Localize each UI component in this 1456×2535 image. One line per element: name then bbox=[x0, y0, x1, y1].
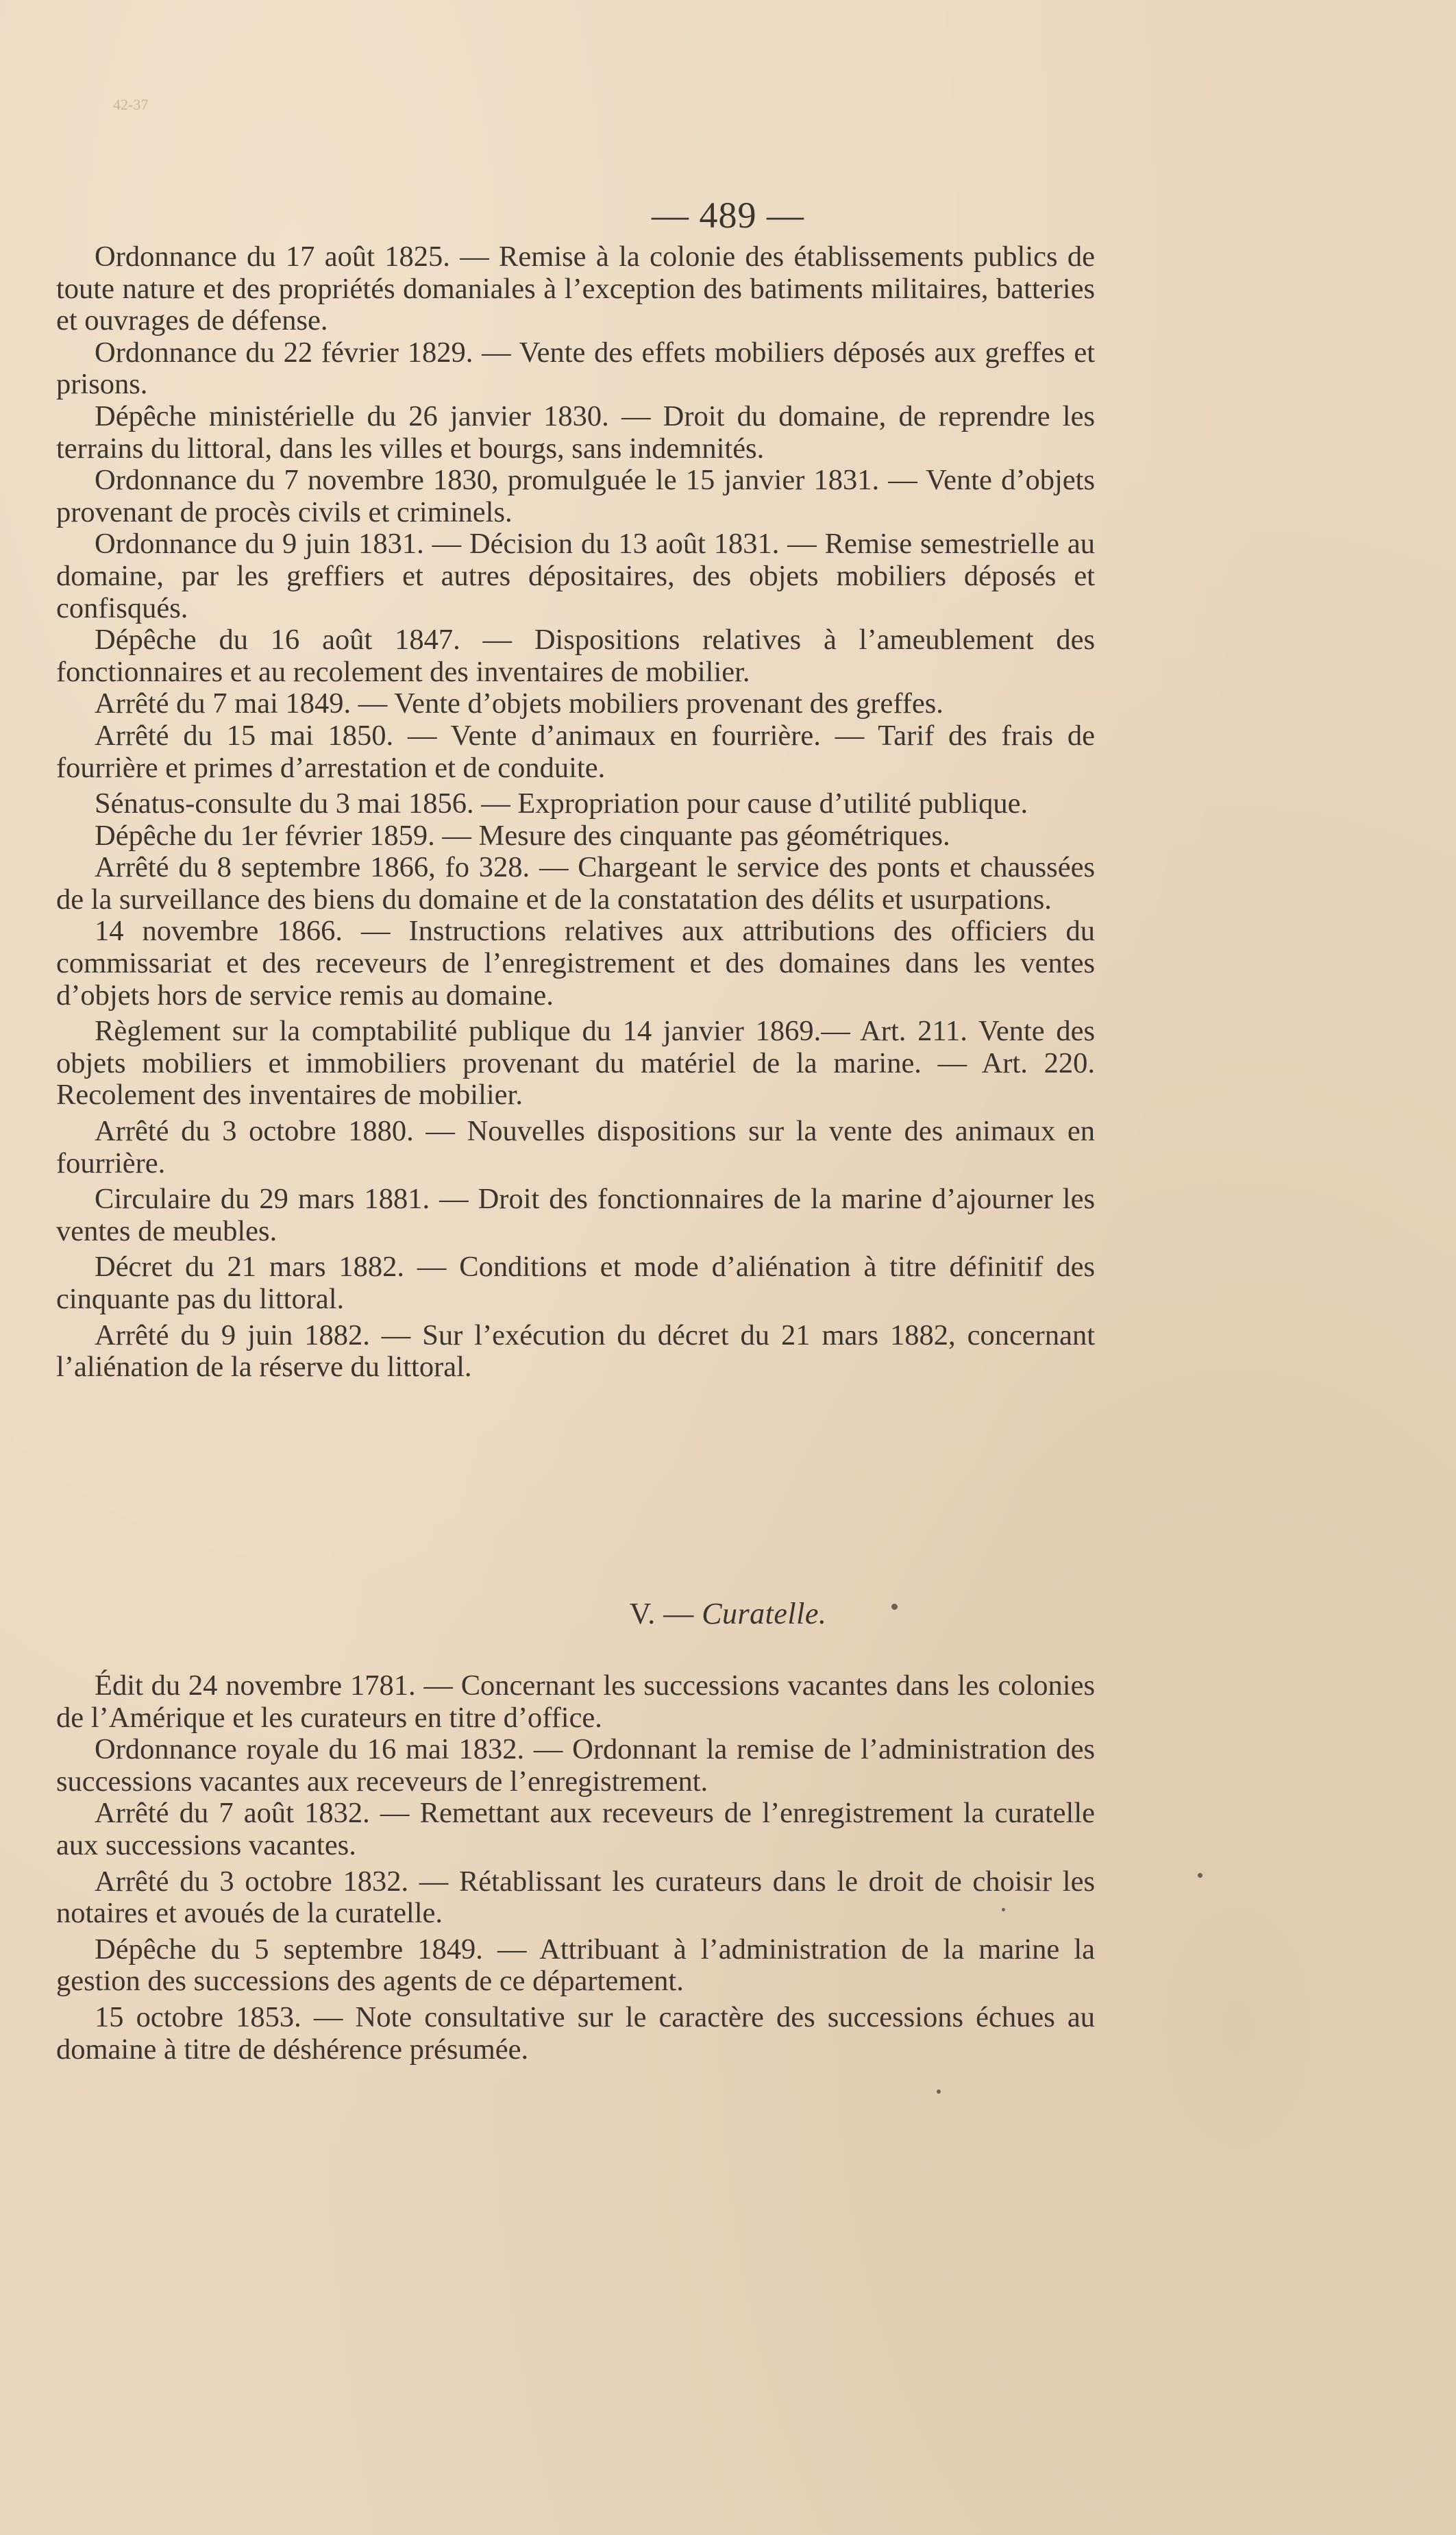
paragraph: Ordonnance royale du 16 mai 1832. — Ordonnant la remise de l’administration des successions vacantes aux receveurs de l’enregistrement. bbox=[56, 1733, 1095, 1798]
corner-mark: 42-37 bbox=[113, 96, 149, 113]
paragraph: Arrêté du 9 juin 1882. — Sur l’exécution du décret du 21 mars 1882, concernant l’aliénation de la réserve du littoral. bbox=[56, 1319, 1095, 1384]
paragraph: Ordonnance du 9 juin 1831. — Décision du 13 août 1831. — Remise semestrielle au domaine, par les greffiers et autres dépositaires, des objets mobiliers déposés et confisqués. bbox=[56, 528, 1095, 624]
paper-speck bbox=[1198, 1873, 1202, 1878]
paragraph: Règlement sur la comptabilité publique du 14 janvier 1869.— Art. 211. Vente des objets mobiliers et immobiliers provenant du matériel de la marine. — Art. 220. Recolement des inventaires de mobilier. bbox=[56, 1015, 1095, 1112]
section-number: V. — bbox=[629, 1597, 694, 1630]
paragraph: Dépêche du 1er février 1859. — Mesure des cinquante pas géométriques. bbox=[95, 819, 950, 852]
paragraph: 15 octobre 1853. — Note consultative sur le caractère des successions échues au domaine à titre de déshérence présumée. bbox=[56, 2000, 1095, 2066]
paragraph: 14 novembre 1866. — Instructions relatives aux attributions des officiers du commissariat et des receveurs de l’enregistrement et des domaines dans les ventes d’objets hors de service remis au domaine. bbox=[56, 915, 1095, 1012]
paragraph: Arrêté du 3 octobre 1832. — Rétablissant les curateurs dans le droit de choisir les notaires et avoués de la curatelle. bbox=[56, 1865, 1095, 1930]
paragraph: Ordonnance du 17 août 1825. — Remise à la colonie des établissements publics de toute nature et des propriétés domaniales à l’exception des batiments militaires, batteries et ouvrages de défense. bbox=[56, 241, 1095, 337]
paragraph: Dépêche du 16 août 1847. — Dispositions relatives à l’ameublement des fonctionnaires et au recolement des inventaires de mobilier. bbox=[56, 624, 1095, 688]
paper-speck bbox=[891, 1604, 898, 1610]
decree-list-domain bbox=[56, 241, 1095, 1384]
section-title: Curatelle. bbox=[702, 1597, 827, 1630]
paragraph: Arrêté du 8 septembre 1866, fo 328. — Chargeant le service des ponts et chaussées de la surveillance des biens du domaine et de la constatation des délits et usurpations. bbox=[56, 851, 1095, 916]
paragraph: Arrêté du 3 octobre 1880. — Nouvelles dispositions sur la vente des animaux en fourrière. bbox=[56, 1115, 1095, 1179]
paragraph: Ordonnance du 7 novembre 1830, promulguée le 15 janvier 1831. — Vente d’objets provenant de procès civils et criminels. bbox=[56, 464, 1095, 528]
paper-speck bbox=[937, 2090, 941, 2094]
page-number: — 489 — bbox=[652, 195, 804, 236]
paragraph: Sénatus-consulte du 3 mai 1856. — Expropriation pour cause d’utilité publique. bbox=[95, 787, 1028, 820]
decree-list-curatelle bbox=[56, 1670, 1095, 2066]
paragraph: Dépêche du 5 septembre 1849. — Attribuant à l’administration de la marine la gestion des successions des agents de ce département. bbox=[56, 1933, 1095, 1998]
paragraph: Décret du 21 mars 1882. — Conditions et mode d’aliénation à titre définitif des cinquante pas du littoral. bbox=[56, 1251, 1095, 1315]
paragraph: Ordonnance du 22 février 1829. — Vente des effets mobiliers déposés aux greffes et prisons. bbox=[56, 336, 1095, 401]
paragraph: Arrêté du 15 mai 1850. — Vente d’animaux en fourrière. — Tarif des frais de fourrière et primes d’arrestation et de conduite. bbox=[56, 719, 1095, 784]
paragraph: Édit du 24 novembre 1781. — Concernant les successions vacantes dans les colonies de l’Amérique et les curateurs en titre d’office. bbox=[56, 1669, 1095, 1734]
paragraph: Arrêté du 7 mai 1849. — Vente d’objets mobiliers provenant des greffes. bbox=[95, 687, 943, 720]
paragraph: Arrêté du 7 août 1832. — Remettant aux receveurs de l’enregistrement la curatelle aux successions vacantes. bbox=[56, 1797, 1095, 1861]
paragraph: Circulaire du 29 mars 1881. — Droit des fonctionnaires de la marine d’ajourner les ventes de meubles. bbox=[56, 1183, 1095, 1247]
paper-speck bbox=[1002, 1908, 1005, 1911]
paragraph: Dépêche ministérielle du 26 janvier 1830. — Droit du domaine, de reprendre les terrains du littoral, dans les villes et bourgs, sans indemnités. bbox=[56, 400, 1095, 465]
section-heading bbox=[0, 1596, 1456, 1631]
